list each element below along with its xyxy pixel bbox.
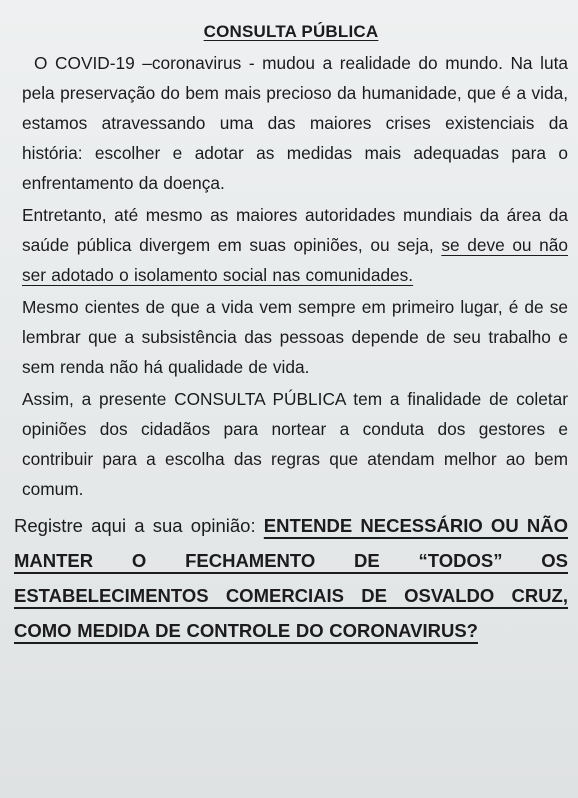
question-bold-text: ENTENDE NECESSÁRIO OU NÃO MANTER O FECHAMENTO DE “TODOS” OS ESTABELECIMENTOS COMERCIAIS DE OSVALDO CRUZ, COMO MEDIDA DE CONTROLE DO CORONAVIRUS? (14, 515, 568, 641)
paragraph-subsistence (14, 292, 568, 382)
paragraph-text: O COVID-19 –coronavirus - mudou a realidade do mundo. Na luta pela preservação do bem mais precioso da humanidade, que é a vida, estamos atravessando uma das maiores crises existenciais da história: escolher e adotar as medidas mais adequadas para o enfrentamento da doença. (22, 53, 568, 193)
question-lead: Registre aqui a sua opinião: (14, 515, 264, 536)
paragraph-text: Entretanto, até mesmo as maiores autoridades mundiais da área da saúde pública divergem em suas opiniões, ou seja, (22, 205, 568, 255)
document-title: CONSULTA PÚBLICA (203, 22, 379, 41)
paragraph-covid-intro (14, 48, 568, 198)
paragraph-authorities (14, 200, 568, 290)
paragraph-text: Mesmo cientes de que a vida vem sempre em primeiro lugar, é de se lembrar que a subsistência das pessoas depende de seu trabalho e sem renda não há qualidade de vida. (22, 297, 568, 377)
underlined-isolation-question: se deve ou não ser adotado o isolamento social nas comunidades. (22, 235, 568, 285)
paragraph-text: Assim, a presente CONSULTA PÚBLICA tem a finalidade de coletar opiniões dos cidadãos para nortear a conduta dos gestores e contribuir para a escolha das regras que atendam melhor ao bem comum. (22, 389, 568, 499)
opinion-question (14, 508, 568, 648)
paragraph-purpose (14, 384, 568, 504)
